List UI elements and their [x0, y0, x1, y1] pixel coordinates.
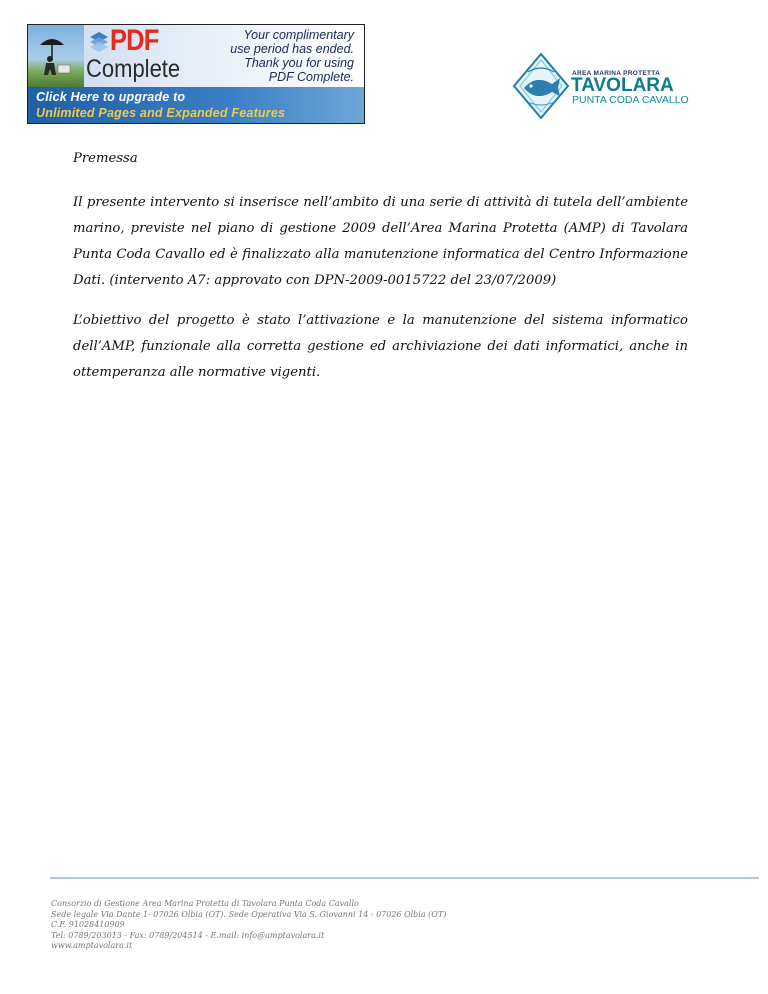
- layers-icon: [88, 29, 110, 55]
- section-heading: Premessa: [73, 151, 138, 166]
- banner-brand-complete: Complete: [86, 55, 181, 83]
- amp-logo-line3: PUNTA CODA CAVALLO: [572, 94, 689, 106]
- paragraph-objective: L’obiettivo del progetto è stato l’attivazione e la manutenzione del sistema informatico dell’AMP, funzionale alla corretta gestione ed archiviazione dei dati informatici, anche in ottemperanza alle normative vigenti.: [73, 313, 688, 380]
- footer-line: Sede legale Via Dante 1- 07026 Olbia (OT). Sede Operativa Via S. Giovanni 14 - 07026 Olbia (OT): [51, 909, 447, 919]
- footer-line: C.F. 91028410909: [51, 920, 125, 929]
- upgrade-link-line1[interactable]: Click Here to upgrade to: [36, 90, 186, 104]
- amp-tavolara-logo: [510, 50, 689, 122]
- footer-divider: [50, 877, 759, 879]
- banner-message: [194, 28, 354, 84]
- amp-logo-line2: TAVOLARA: [571, 75, 674, 96]
- banner-message-line: Your complimentary: [243, 28, 354, 42]
- upgrade-link-line2[interactable]: Unlimited Pages and Expanded Features: [36, 106, 286, 120]
- person-umbrella-icon: [28, 25, 84, 87]
- fish-emblem-icon: [510, 50, 572, 122]
- banner-message-line: Thank you for using: [244, 56, 354, 70]
- footer: [51, 899, 446, 952]
- amp-logo-line1: AREA MARINA PROTETTA: [572, 70, 661, 77]
- banner-photo: [28, 25, 84, 87]
- paragraph-intro: Il presente intervento si inserisce nell’ambito di una serie di attività di tutela dell’ambiente marino, previste nel piano di gestione 2009 dell’Area Marina Protetta (AMP) di Tavolara Punta Coda Cavallo ed è finalizzato alla manutenzione informatica del Centro Informazione Dati. (intervento A7: approvato con DPN-2009-0015722 del 23/07/2009): [73, 195, 688, 288]
- pdf-complete-banner[interactable]: [27, 24, 365, 124]
- banner-message-line: use period has ended.: [230, 42, 354, 56]
- banner-message-line: PDF Complete.: [268, 70, 354, 84]
- footer-line: Consorzio di Gestione Area Marina Protetta di Tavolara Punta Coda Cavallo: [51, 899, 359, 908]
- upgrade-link[interactable]: [36, 89, 285, 121]
- banner-brand-pdf: PDF: [110, 24, 159, 57]
- footer-line: www.amptavolara.it: [51, 941, 133, 950]
- footer-line: Tel: 0789/203013 - Fax: 0789/204514 - E.mail: info@amptavolara.it: [51, 930, 325, 940]
- document-body: [73, 146, 688, 386]
